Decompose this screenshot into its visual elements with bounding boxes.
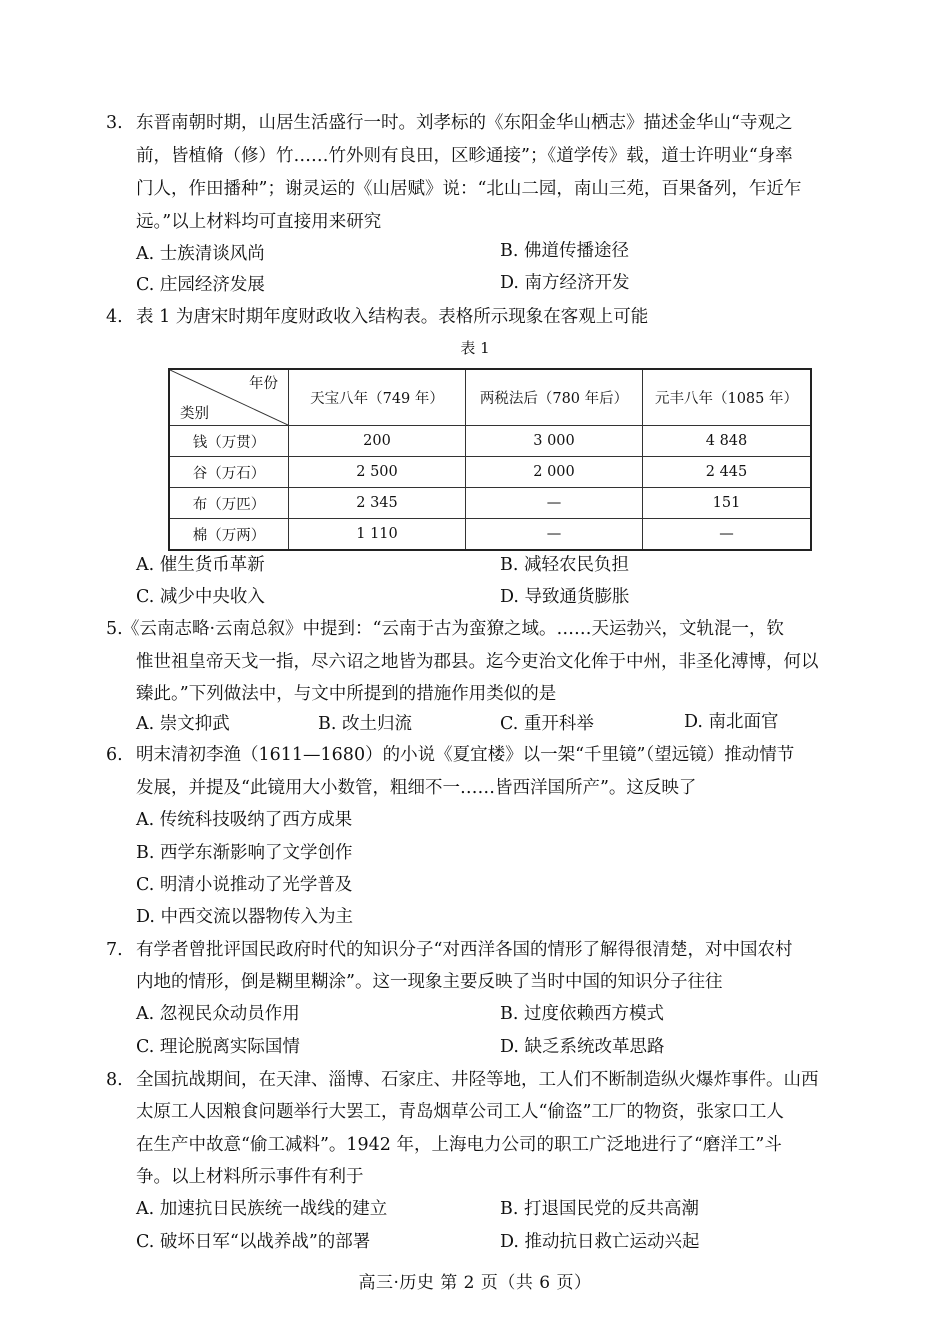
question-text-line: 臻此。”下列做法中，与文中所提到的措施作用类似的是 [136, 684, 557, 704]
finance-table [168, 368, 812, 551]
table-cell: 2 445 [643, 457, 812, 488]
question-number: 4. [106, 307, 123, 327]
table-cell: 2 000 [466, 457, 643, 488]
question-text-line: 东晋南朝时期，山居生活盛行一时。刘孝标的《东阳金华山栖志》描述金华山“寺观之 [136, 113, 793, 133]
question-number: 3. [106, 113, 123, 133]
question-text-line: 惟世祖皇帝天戈一指，尽六诏之地皆为郡县。迄今吏治文化侔于中州，非圣化溥博，何以 [136, 652, 819, 672]
question-text-line: 太原工人因粮食问题举行大罢工，青岛烟草公司工人“偷盗”工厂的物资，张家口工人 [136, 1102, 784, 1122]
question-text-line: 在生产中故意“偷工减料”。1942 年，上海电力公司的职工广泛地进行了“磨洋工”斗 [136, 1135, 782, 1155]
table-cell: 200 [289, 426, 466, 457]
question-number: 7. [106, 940, 123, 960]
question-number: 6. [106, 745, 123, 765]
option-d: D. 南北面官 [684, 712, 779, 732]
diagonal-header-cell [169, 369, 289, 426]
option-c: C. 庄园经济发展 [136, 275, 265, 295]
question-text-line: 内地的情形，倒是糊里糊涂”。这一现象主要反映了当时中国的知识分子往往 [136, 972, 723, 992]
option-b: B. 西学东渐影响了文学创作 [136, 843, 353, 863]
table-cell: 2 345 [289, 488, 466, 519]
header-year-label: 年份 [249, 376, 278, 392]
question-text-line: 门人，作田播种”；谢灵运的《山居赋》说：“北山二园，南山三苑，百果备列，乍近乍 [136, 179, 802, 199]
header-category-label: 类别 [180, 406, 209, 422]
row-label: 钱（万贯） [169, 426, 289, 457]
option-c: C. 破坏日军“以战养战”的部署 [136, 1232, 371, 1252]
table-cell: — [466, 488, 643, 519]
table-cell: 2 500 [289, 457, 466, 488]
option-d: D. 南方经济开发 [500, 273, 630, 293]
option-a: A. 加速抗日民族统一战线的建立 [136, 1199, 388, 1219]
table-cell: 3 000 [466, 426, 643, 457]
table-header-row [169, 369, 811, 426]
table-cell: 1 110 [289, 519, 466, 551]
question-text-line: 明末清初李渔（1611—1680）的小说《夏宜楼》以一架“千里镜”（望远镜）推动情节 [136, 745, 795, 765]
option-c: C. 重开科举 [500, 714, 594, 734]
question-number: 8. [106, 1070, 123, 1090]
question-text-line: 前，皆植脩（修）竹……竹外则有良田，区畛通接”；《道学传》载，道士许明业“身率 [136, 146, 793, 166]
option-d: D. 推动抗日救亡运动兴起 [500, 1232, 700, 1252]
row-label: 棉（万两） [169, 519, 289, 551]
question-text-line: 有学者曾批评国民政府时代的知识分子“对西洋各国的情形了解得很清楚，对中国农村 [136, 940, 793, 960]
option-b: B. 过度依赖西方模式 [500, 1004, 664, 1024]
table-caption: 表 1 [460, 339, 490, 357]
table-cell: 4 848 [643, 426, 812, 457]
option-d: D. 中西交流以器物传入为主 [136, 907, 354, 927]
column-header: 元丰八年（1085 年） [643, 369, 812, 426]
question-text-line: 表 1 为唐宋时期年度财政收入结构表。表格所示现象在客观上可能 [136, 307, 649, 327]
row-label: 布（万匹） [169, 488, 289, 519]
question-text-line: 《云南志略·云南总叙》中提到：“云南于古为蛮獠之域。……天运勃兴，文轨混一，钦 [122, 619, 785, 639]
option-c: C. 明清小说推动了光学普及 [136, 875, 353, 895]
page-footer: 高三·历史 第 2 页（共 6 页） [358, 1273, 592, 1293]
option-d: D. 导致通货膨胀 [500, 587, 630, 607]
table-row [169, 426, 811, 457]
option-b: B. 减轻农民负担 [500, 555, 629, 575]
option-a: A. 传统科技吸纳了西方成果 [136, 810, 353, 830]
column-header: 两税法后（780 年后） [466, 369, 643, 426]
option-c: C. 减少中央收入 [136, 587, 265, 607]
table-row [169, 457, 811, 488]
option-d: D. 缺乏系统改革思路 [500, 1037, 665, 1057]
question-text-line: 远。”以上材料均可直接用来研究 [136, 212, 382, 232]
table-row [169, 488, 811, 519]
table-cell: — [466, 519, 643, 551]
option-b: B. 打退国民党的反共高潮 [500, 1199, 699, 1219]
table-row [169, 519, 811, 551]
question-number: 5. [106, 619, 123, 639]
option-a: A. 催生货币革新 [136, 555, 265, 575]
question-text-line: 全国抗战期间，在天津、淄博、石家庄、井陉等地，工人们不断制造纵火爆炸事件。山西 [136, 1070, 819, 1090]
option-b: B. 改土归流 [318, 714, 412, 734]
option-b: B. 佛道传播途径 [500, 241, 629, 261]
option-c: C. 理论脱离实际国情 [136, 1037, 300, 1057]
question-text-line: 争。以上材料所示事件有利于 [136, 1167, 364, 1187]
row-label: 谷（万石） [169, 457, 289, 488]
table-cell: — [643, 519, 812, 551]
option-a: A. 崇文抑武 [136, 714, 230, 734]
table-cell: 151 [643, 488, 812, 519]
option-a: A. 忽视民众动员作用 [136, 1004, 300, 1024]
column-header: 天宝八年（749 年） [289, 369, 466, 426]
option-a: A. 士族清谈风尚 [136, 244, 265, 264]
question-text-line: 发展，并提及“此镜用大小数管，粗细不一……皆西洋国所产”。这反映了 [136, 778, 697, 798]
